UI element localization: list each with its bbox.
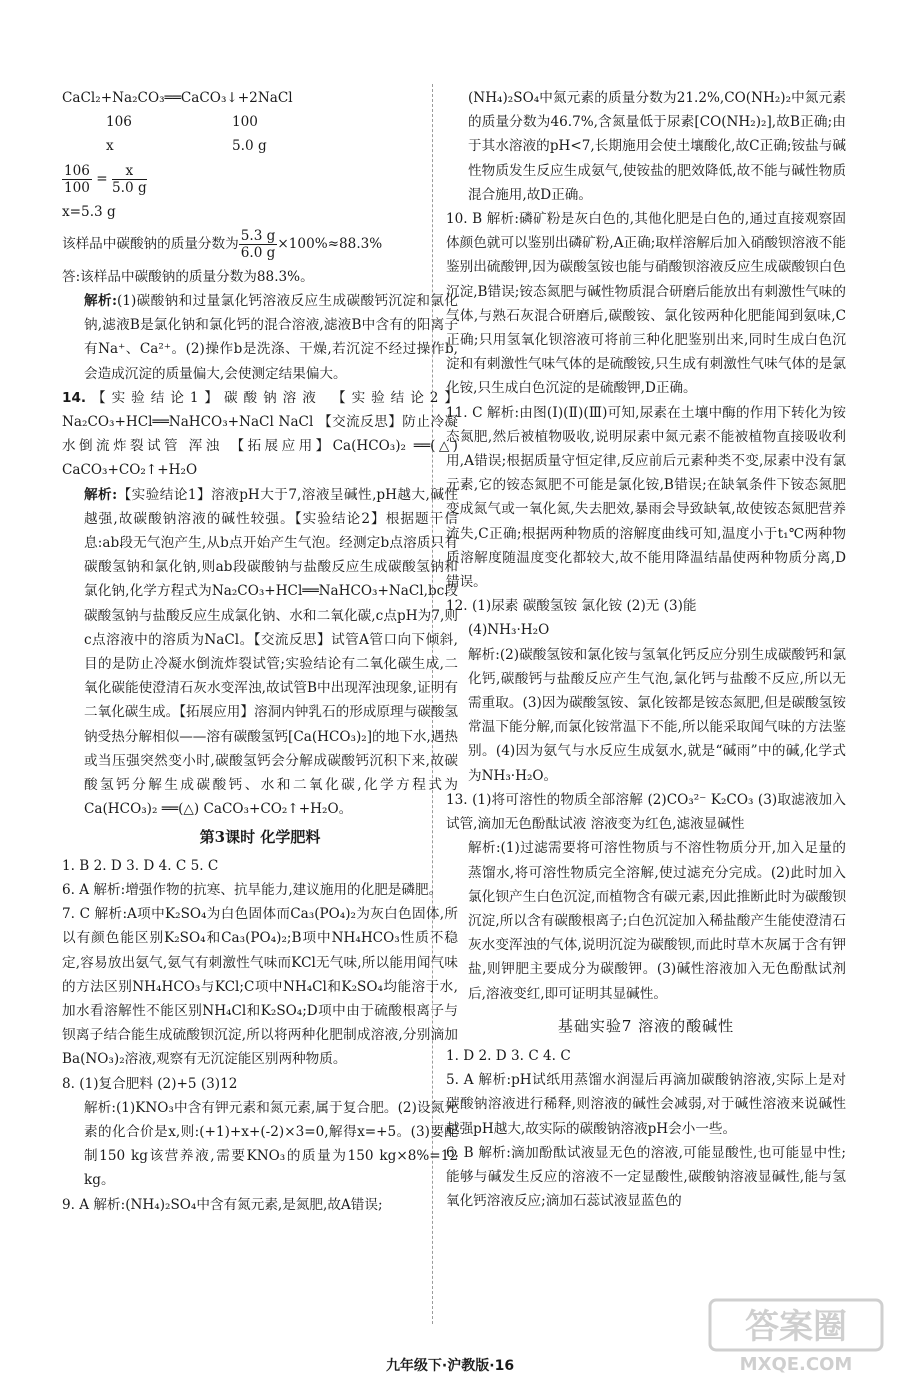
svg-text:答案圈: 答案圈 [745,1307,847,1347]
fraction: $\frac{x}{5.0 g}$ [112,162,147,196]
explanation: 解析:(1)KNO₃中含有钾元素和氮元素,属于复合肥。(2)设氮元素的化合价是x,则:(+1)+x+(-2)×3=0,解得x=+5。(3)要配制150 kg该营养液,需要KNO₃的质量为150 kg×8%=12 kg。 [84,1099,458,1189]
equation-line: CaCl₂+Na₂CO₃══CaCO₃↓+2NaCl [62,90,293,106]
page-footer: 九年级下·沪教版·16 [385,1358,515,1374]
question-10: 10. B 解析:磷矿粉是灰白色的,其他化肥是白色的,通过直接观察固体颜色就可以鉴别出磷矿粉,A正确;取样溶解后加入硝酸钡溶液不能鉴别出硫酸钾,因为碳酸氢铵也能与硝酸钡溶液反应生成碳酸钡白色沉淀,B错误;铵态氮肥与碱性物质混合研磨后能放出有刺激性气味的气体,与熟石灰混合研磨后,碳酸铵、氯化铵两种化肥能闻到氨味,C正确;只用氢氧化钡溶液可将前三种化肥鉴别出来,同时生成白色沉淀和有刺激性气味气体的是硫酸铵,只生成有刺激性气味气体的是氯化铵,只生成白色沉淀的是硫酸钾,D正确。 [446,211,846,397]
question-14: 14.【实验结论1】碳酸钠溶液 【实验结论2】Na₂CO₃+HCl══NaHCO₃+NaCl NaCl 【交流反思】防止冷凝水倒流炸裂试管 浑浊 【拓展应用】Ca(HCO₃)₂ ══(△) CaCO₃+CO₂↑+H₂O [62,389,458,479]
section-title: 基础实验7 溶液的酸碱性 [557,1016,735,1035]
question-6: 6. A 解析:增强作物的抗寒、抗旱能力,建议施用的化肥是磷肥。 [62,881,443,898]
watermark-logo [708,1298,884,1374]
question-9: 9. A 解析:(NH₄)₂SO₄中含有氮元素,是氮肥,故A错误; [62,1196,383,1213]
calc-row [62,134,458,158]
right-column [446,86,846,1213]
calc-value: 5.0 g [232,138,267,155]
question-8: 8. (1)复合肥料 (2)+5 (3)12 [62,1075,238,1092]
question-12-part-4: (4)NH₃·H₂O [468,622,550,639]
calc-value: 100 [232,114,258,131]
proportion: $\frac{106}{100}$ = $\frac{x}{5.0 g}$ [64,162,147,196]
question-9-continued: (NH₄)₂SO₄中氮元素的质量分数为21.2%,CO(NH₂)₂中氮元素的质量分数为46.7%,含氮量低于尿素[CO(NH₂)₂],故B正确;由于其水溶液的pH<7,长期施用会使土壤酸化,故C正确;铵盐与碱性物质发生反应生成氨气,使铵盐的肥效降低,故不能与碱性物质混合施用,故D正确。 [468,90,846,203]
question-7: 7. C 解析:A项中K₂SO₄为白色固体而Ca₃(PO₄)₂为灰白色固体,所以有颜色能区别K₂SO₄和Ca₃(PO₄)₂;B项中NH₄HCO₃性质不稳定,容易放出氨气,氨气有刺激性气味而KCl无气味,所以能用闻气味的方法区别NH₄HCO₃与KCl;C项中NH₄Cl和K₂SO₄均能溶于水,加水看溶解性不能区别NH₄Cl和K₂SO₄;D项中由于硫酸根离子与钡离子结合能生成硫酸钡沉淀,所以将两种化肥制成溶液,分别滴加Ba(NO₃)₂溶液,观察有无沉淀能区别两种物质。 [62,906,458,1068]
answer-line: 答:该样品中碳酸钠的质量分数为88.3%。 [62,268,314,285]
mass-fraction-line: 该样品中碳酸钠的质量分数为 $\frac{5.3 g}{6.0 g}$ ×100%≈88.3% [62,227,383,261]
answers-1-4: 1. D 2. D 3. C 4. C [446,1047,571,1064]
fraction: $\frac{106}{100}$ [64,162,90,196]
calc-row [62,110,458,134]
svg-text:MXQE.COM: MXQE.COM [739,1354,853,1374]
result-line: x=5.3 g [62,203,116,220]
calc-value: 106 [106,114,132,131]
section-title: 第3课时 化学肥料 [199,828,321,847]
explanation: 解析:(1)过滤需要将可溶性物质与不溶性物质分开,加入足量的蒸馏水,将可溶性物质完全溶解,使过滤充分完成。(2)此时加入氯化钡产生白色沉淀,而植物含有碳元素,因此推断此时为碳酸钡沉淀,所以含有碳酸根离子;白色沉淀加入稀盐酸产生能使澄清石灰水变浑浊的气体,说明沉淀为碳酸钡,而此时草木灰属于含有钾盐,则钾肥主要成分为碳酸钾。(3)碱性溶液加入无色酚酞试剂后,溶液变红,即可证明其显碱性。 [468,840,846,1002]
question-6: 6. B 解析:滴加酚酞试液显无色的溶液,可能显酸性,也可能显中性;能够与碱发生反应的溶液不一定显酸性,碳酸钠溶液显碱性,能与氢氧化钙溶液反应;滴加石蕊试液显蓝色的 [446,1144,846,1210]
question-12: 12. (1)尿素 碳酸氢铵 氯化铵 (2)无 (3)能 [446,598,697,615]
answers-1-5: 1. B 2. D 3. D 4. C 5. C [62,857,219,874]
explanation: 解析:(2)碳酸氢铵和氯化铵与氢氧化钙反应分别生成碳酸钙和氯化钙,碳酸钙与盐酸反应产生气泡,氯化钙与盐酸不反应,所以无需重取。(3)因为碳酸氢铵、氯化铵都是铵态氮肥,但是碳酸氢铵常温下能分解,而氯化铵常温下不能,所以能采取闻气味的方法鉴别。(4)因为氨气与水反应生成氨水,就是“碱雨”中的碱,化学式为NH₃·H₂O。 [468,646,846,784]
question-5: 5. A 解析:pH试纸用蒸馏水润湿后再滴加碳酸钠溶液,实际上是对碳酸钠溶液进行稀释,则溶液的碱性会减弱,对于碱性溶液来说碱性越强pH越大,故实际的碳酸钠溶液pH会小一些。 [446,1072,846,1137]
question-11: 11. C 解析:由图(Ⅰ)(Ⅱ)(Ⅲ)可知,尿素在土壤中酶的作用下转化为铵态氮肥,然后被植物吸收,说明尿素中氮元素不能被植物直接吸收利用,A错误;根据质量守恒定律,反应前后元素种类不变,尿素中没有氯元素,它的铵态氮肥不可能是氯化铵,B错误;在缺氧条件下铵态氮肥变成氮气或一氧化氮,失去肥效,暴雨会导致缺氧,故使铵态氮肥营养流失,C正确;根据两种物质的溶解度曲线可知,温度小于t₁℃两种物质溶解度随温度变化都较大,故不能用降温结晶使两种物质分离,D错误。 [446,404,846,591]
explanation: 解析:(1)碳酸钠和过量氯化钙溶液反应生成碳酸钙沉淀和氯化钠,滤液B是氯化钠和氯化钙的混合溶液,滤液B中含有的阳离子有Na⁺、Ca²⁺。(2)操作b是洗涤、干燥,若沉淀不经过操作b,会造成沉淀的质量偏大,会使测定结果偏大。 [84,293,458,382]
calc-value: x [106,138,114,155]
question-13: 13. (1)将可溶性的物质全部溶解 (2)CO₃²⁻ K₂CO₃ (3)取滤液加入试管,滴加无色酚酞试液 溶液变为红色,滤液显碱性 [446,791,846,833]
left-column [62,86,458,1217]
explanation: 解析:【实验结论1】溶液pH大于7,溶液呈碱性,pH越大,碱性越强,故碳酸钠溶液的碱性较强。【实验结论2】根据题干信息:ab段无气泡产生,从b点开始产生气泡。经测定b点溶质只有碳酸氢钠和氯化钠,则ab段碳酸钠与盐酸反应生成碳酸氢钠和氯化钠,化学方程式为Na₂CO₃+HCl══NaHCO₃+NaCl,bc段碳酸氢钠与盐酸反应生成氯化钠、水和二氧化碳,c点pH为7,则c点溶液中的溶质为NaCl。【交流反思】试管A管口向下倾斜,目的是防止冷凝水倒流炸裂试管;实验结论有二氧化碳生成,二氧化碳能使澄清石灰水变浑浊,故试管B中出现浑浊现象,证明有二氧化碳生成。【拓展应用】溶洞内钟乳石的形成原理与碳酸氢钠受热分解相似——溶有碳酸氢钙[Ca(HCO₃)₂]的地下水,遇热或当压强突然变小时,碳酸氢钙会分解成碳酸钙沉积下来,故碳酸氢钙分解生成碳酸钙、水和二氧化碳,化学方程式为Ca(HCO₃)₂ ══(△) CaCO₃+CO₂↑+H₂O。 [84,486,458,818]
